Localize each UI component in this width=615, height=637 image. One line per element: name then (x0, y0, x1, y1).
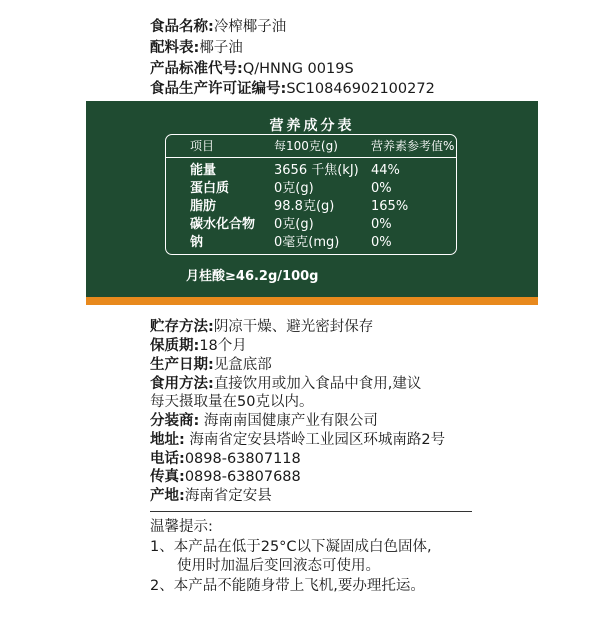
usage-row-cont (150, 393, 313, 411)
ingredients-value: 椰子油 (199, 40, 243, 56)
usage-value-line1: 直接饮用或加入食品中食用,建议 (213, 376, 422, 392)
nutrition-header-item: 项目 (190, 139, 215, 153)
nutrition-row-item: 能量 (190, 163, 217, 178)
nutrition-row-per100g: 0克(g) (274, 217, 314, 232)
tip-line-2: 2、本产品不能随身带上飞机,要办理托运。 (150, 578, 425, 594)
fax-row (150, 468, 301, 486)
nutrition-panel (86, 101, 538, 297)
standard-code-row (150, 60, 354, 79)
usage-row (150, 375, 421, 393)
nutrition-row-nrv: 165% (371, 199, 409, 214)
product-name-value: 冷榨椰子油 (213, 19, 287, 35)
standard-code-label: 产品标准代号: (150, 61, 243, 77)
nutrition-row-nrv: 0% (371, 217, 392, 232)
tip-line-1-cont: 使用时加温后变回液态可使用。 (177, 558, 380, 574)
nutrition-row-item: 脂肪 (190, 199, 217, 214)
phone-row (150, 450, 301, 468)
address-row (150, 431, 445, 449)
nutrition-row-per100g: 3656 千焦(kJ) (274, 163, 359, 178)
nutrition-title: 营养成分表 (269, 118, 355, 134)
usage-label: 食用方法: (150, 376, 214, 392)
nutrition-row-nrv: 0% (371, 181, 392, 196)
nutrition-header-per100g: 每100克(g) (274, 139, 338, 153)
nutrition-row-item: 碳水化合物 (190, 217, 256, 232)
tips-title: 温馨提示: (150, 519, 213, 535)
tip-line-1: 1、本产品在低于25°C以下凝固成白色固体, (150, 539, 432, 555)
phone-value: 0898-63807118 (184, 451, 301, 467)
packer-value: 海南南国健康产业有限公司 (203, 413, 378, 429)
fax-value: 0898-63807688 (184, 469, 301, 485)
ingredients-row (150, 39, 243, 58)
lauric-acid-note: 月桂酸≥46.2g/100g (186, 269, 319, 284)
license-row (150, 80, 435, 99)
production-date-row (150, 356, 272, 374)
origin-value: 海南省定安县 (184, 488, 272, 504)
nutrition-row-item: 蛋白质 (190, 181, 230, 196)
storage-value: 阴凉干燥、避光密封保存 (213, 319, 374, 335)
shelf-life-row (150, 337, 247, 355)
packer-label: 分装商: (150, 413, 200, 429)
license-label: 食品生产许可证编号: (150, 81, 287, 97)
origin-row (150, 487, 272, 505)
production-date-value: 见盒底部 (213, 357, 272, 373)
storage-row (150, 318, 373, 336)
usage-value-line2: 每天摄取量在50克以内。 (150, 394, 314, 410)
ingredients-label: 配料表: (150, 40, 200, 56)
nutrition-row-per100g: 0克(g) (274, 181, 314, 196)
shelf-life-value: 18个月 (199, 338, 247, 354)
address-label: 地址: (150, 432, 185, 448)
nutrition-row-nrv: 44% (371, 163, 400, 178)
packer-row (150, 412, 378, 430)
standard-code-value: Q/HNNG 0019S (242, 61, 354, 77)
section-divider (150, 511, 472, 512)
address-value: 海南省定安县塔岭工业园区环城南路2号 (189, 432, 446, 448)
nutrition-row-item: 钠 (190, 235, 204, 250)
phone-label: 电话: (150, 451, 185, 467)
nutrition-header-nrv: 营养素参考值% (371, 139, 455, 153)
origin-label: 产地: (150, 488, 185, 504)
nutrition-row-per100g: 0毫克(mg) (274, 235, 340, 250)
storage-label: 贮存方法: (150, 319, 214, 335)
nutrition-row-per100g: 98.8克(g) (274, 199, 335, 214)
production-date-label: 生产日期: (150, 357, 214, 373)
license-value: SC10846902100272 (286, 81, 435, 97)
nutrition-table (165, 134, 457, 255)
nutrition-header-divider (166, 157, 456, 158)
nutrition-row-nrv: 0% (371, 235, 392, 250)
orange-stripe (86, 297, 538, 305)
product-name-row (150, 18, 286, 37)
fax-label: 传真: (150, 469, 185, 485)
product-name-label: 食品名称: (150, 19, 214, 35)
shelf-life-label: 保质期: (150, 338, 200, 354)
